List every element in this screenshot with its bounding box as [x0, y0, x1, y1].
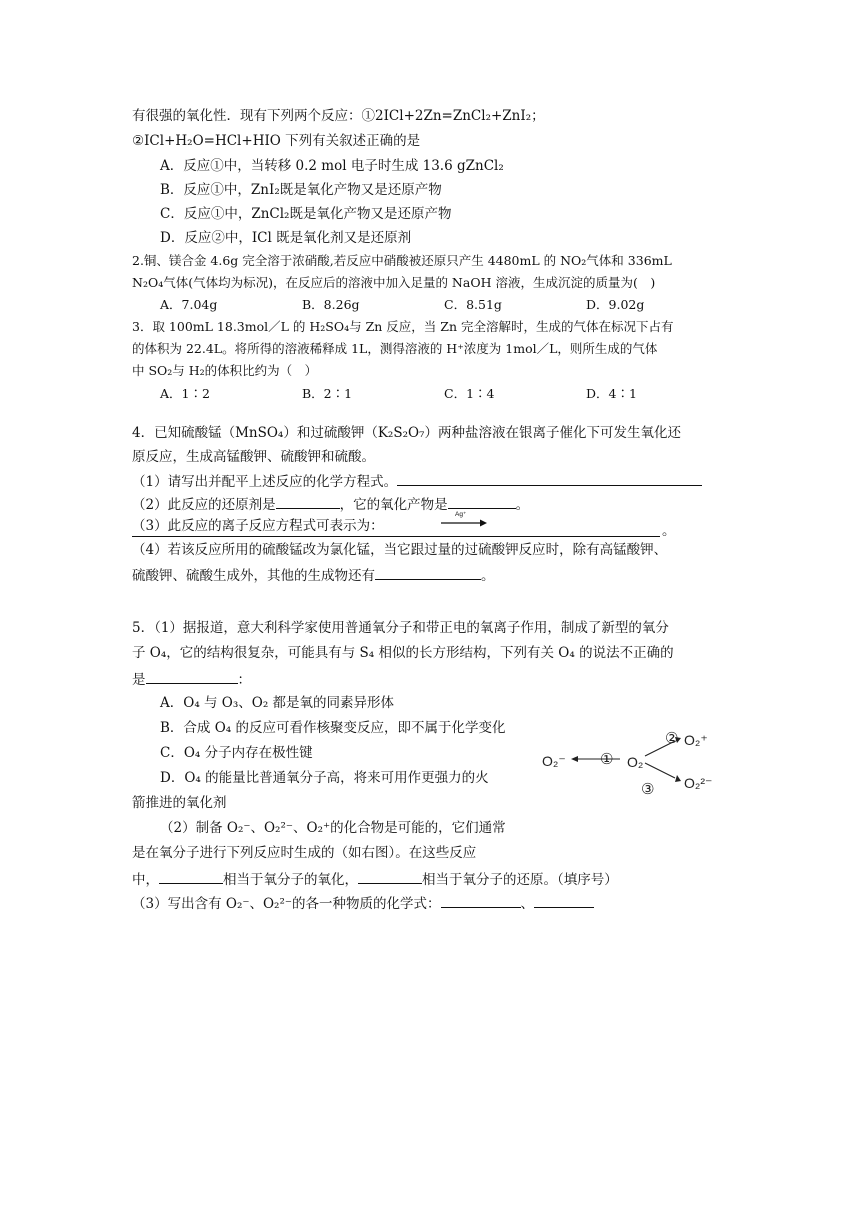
q4-sub-2-text-b: ，它的氧化产物是 [339, 497, 448, 513]
q5-option-d-cont: 箭推进的氧化剂 [132, 795, 227, 811]
q5-option-d: D．O₄ 的能量比普通氧分子高，将来可用作更强力的火 [160, 770, 489, 786]
q4-line-2: 原反应，生成高锰酸钾、硫酸钾和硫酸。 [132, 449, 375, 465]
q5-line-1: 5．（1）据报道，意大利科学家使用普通氧分子和带正电的氧离子作用，制成了新型的氧分 [132, 620, 669, 636]
diagram-label-3: ③ [641, 781, 655, 798]
q5-reduction-blank[interactable] [358, 869, 422, 884]
q5-sub-3-sep: 、 [520, 896, 535, 912]
q5-sub-2-text-b: 相当于氧分子的氧化， [223, 872, 358, 888]
q5-line-3-colon: ： [237, 672, 251, 688]
q5-sub-3-text: （3）写出含有 O₂⁻、O₂²⁻的各一种物质的化学式： [132, 896, 441, 912]
q4-sub-2-text-a: （2）此反应的还原剂是 [132, 497, 276, 513]
q5-line-2: 子 O₄，它的结构很复杂，可能具有与 S₄ 相似的长方形结构，下列有关 O₄ 的说法不正确的 [132, 645, 674, 661]
q2-options [160, 296, 728, 314]
q2-option-d: D．9.02g [586, 297, 645, 312]
q5-answer-blank-1[interactable] [146, 669, 238, 684]
intro-option-a: A．反应①中，当转移 0.2 mol 电子时生成 13.6 gZnCl₂ [160, 158, 504, 174]
catalyst-label: Ag⁺ [455, 511, 467, 518]
diagram-top-right-species: O₂⁺ [684, 732, 708, 748]
q4-sub-2-text-c: 。 [515, 497, 530, 513]
diagram-arrow-3 [645, 763, 675, 778]
q4-sub-4-text: 硫酸钾、硫酸生成外，其他的生成物还有 [132, 568, 375, 584]
intro-line-2: ②ICl+H₂O=HCl+HIO 下列有关叙述正确的是 [132, 133, 421, 149]
diagram-bottom-right-species: O₂²⁻ [684, 775, 713, 791]
q3-option-a: A．1∶2 [160, 386, 210, 401]
intro-option-d: D．反应②中，ICl 既是氧化剂又是还原剂 [160, 230, 412, 246]
q5-formula-blank-1[interactable] [441, 893, 521, 908]
q2-line-2: N₂O₄气体(气体均为标况)，在反应后的溶液中加入足量的 NaOH 溶液，生成沉淀的质量为( ) [132, 275, 656, 290]
q4-line-1: 4．已知硫酸锰（MnSO₄）和过硫酸钾（K₂S₂O₇）两种盐溶液在银离子催化下可发生氧化还 [132, 425, 681, 441]
q4-sub-3-text: （3）此反应的离子反应方程式可表示为： [132, 518, 384, 534]
q5-option-a: A．O₄ 与 O₃、O₂ 都是氧的同素异形体 [160, 695, 395, 711]
q5-line-3-text: 是 [132, 672, 146, 688]
q5-option-b: B．合成 O₄ 的反应可看作核聚变反应，即不属于化学变化 [160, 720, 506, 736]
q3-option-d: D．4∶1 [586, 386, 637, 401]
q3-options [160, 385, 728, 403]
q3-line-3: 中 SO₂与 H₂的体积比约为（ ） [132, 363, 318, 378]
q4-sub-4-end: 。 [481, 568, 495, 584]
intro-line-1: 有很强的氧化性．现有下列两个反应：①2ICl+2Zn=ZnCl₂+ZnI₂； [132, 108, 545, 124]
q5-sub-2-line-2: 是在氧分子进行下列反应时生成的（如右图）。在这些反应 [132, 845, 477, 861]
q4-reducing-agent-blank[interactable] [276, 494, 340, 509]
q5-sub-3 [132, 893, 594, 913]
q4-oxidation-product-blank[interactable] [448, 494, 516, 509]
q4-answer-blank-1[interactable] [397, 471, 702, 486]
q3-line-1: 3．取 100mL 18.3mol／L 的 H₂SO₄与 Zn 反应，当 Zn 完全溶解时，生成的气体在标况下占有 [132, 319, 674, 334]
diagram-label-1: ① [600, 751, 614, 768]
q3-line-2: 的体积为 22.4L。将所得的溶液稀释成 1L，测得溶液的 H⁺浓度为 1mol／L，则所生成的气体 [132, 341, 658, 356]
q5-line-3 [132, 669, 251, 689]
q3-option-b: B．2∶1 [302, 386, 353, 401]
q5-option-c: C．O₄ 分子内存在极性键 [160, 745, 313, 761]
q4-sub-1 [132, 471, 702, 491]
q5-sub-2-line-1: （2）制备 O₂⁻、O₂²⁻、O₂⁺的化合物是可能的，它们通常 [160, 820, 506, 836]
oxygen-reaction-diagram [538, 726, 728, 800]
q5-formula-blank-2[interactable] [534, 893, 594, 908]
q4-sub-4-line-1: （4）若该反应所用的硫酸锰改为氯化锰，当它跟过量的过硫酸钾反应时，除有高锰酸钾、 [132, 542, 668, 558]
q2-option-b: B．8.26g [302, 297, 360, 312]
q3-option-c: C．1∶4 [444, 386, 495, 401]
q4-other-products-blank[interactable] [375, 565, 481, 580]
q5-oxidation-blank[interactable] [159, 869, 223, 884]
q5-sub-2-text-c: 相当于氧分子的还原。（填序号） [422, 872, 618, 888]
q2-line-1: 2.铜、镁合金 4.6g 完全溶于浓硝酸,若反应中硝酸被还原只产生 4480mL 的 NO₂气体和 336mL [132, 253, 672, 268]
q4-sub-1-text: （1）请写出并配平上述反应的化学方程式。 [132, 474, 398, 490]
q4-ionic-equation-blank[interactable] [132, 522, 660, 537]
q5-sub-2-text-a: 中， [132, 872, 159, 888]
q4-sub-4-line-2 [132, 565, 495, 585]
diagram-center-species: O₂ [627, 754, 644, 770]
intro-option-c: C．反应①中，ZnCl₂既是氧化产物又是还原产物 [160, 206, 452, 222]
q2-option-a: A．7.04g [160, 297, 218, 312]
q2-option-c: C．8.51g [444, 297, 502, 312]
intro-option-b: B．反应①中，ZnI₂既是氧化产物又是还原产物 [160, 182, 442, 198]
q4-sub-3-end: 。 [662, 523, 676, 539]
diagram-label-2: ② [665, 730, 679, 747]
diagram-left-species: O₂⁻ [542, 753, 566, 769]
q5-sub-2-line-3 [132, 869, 618, 889]
